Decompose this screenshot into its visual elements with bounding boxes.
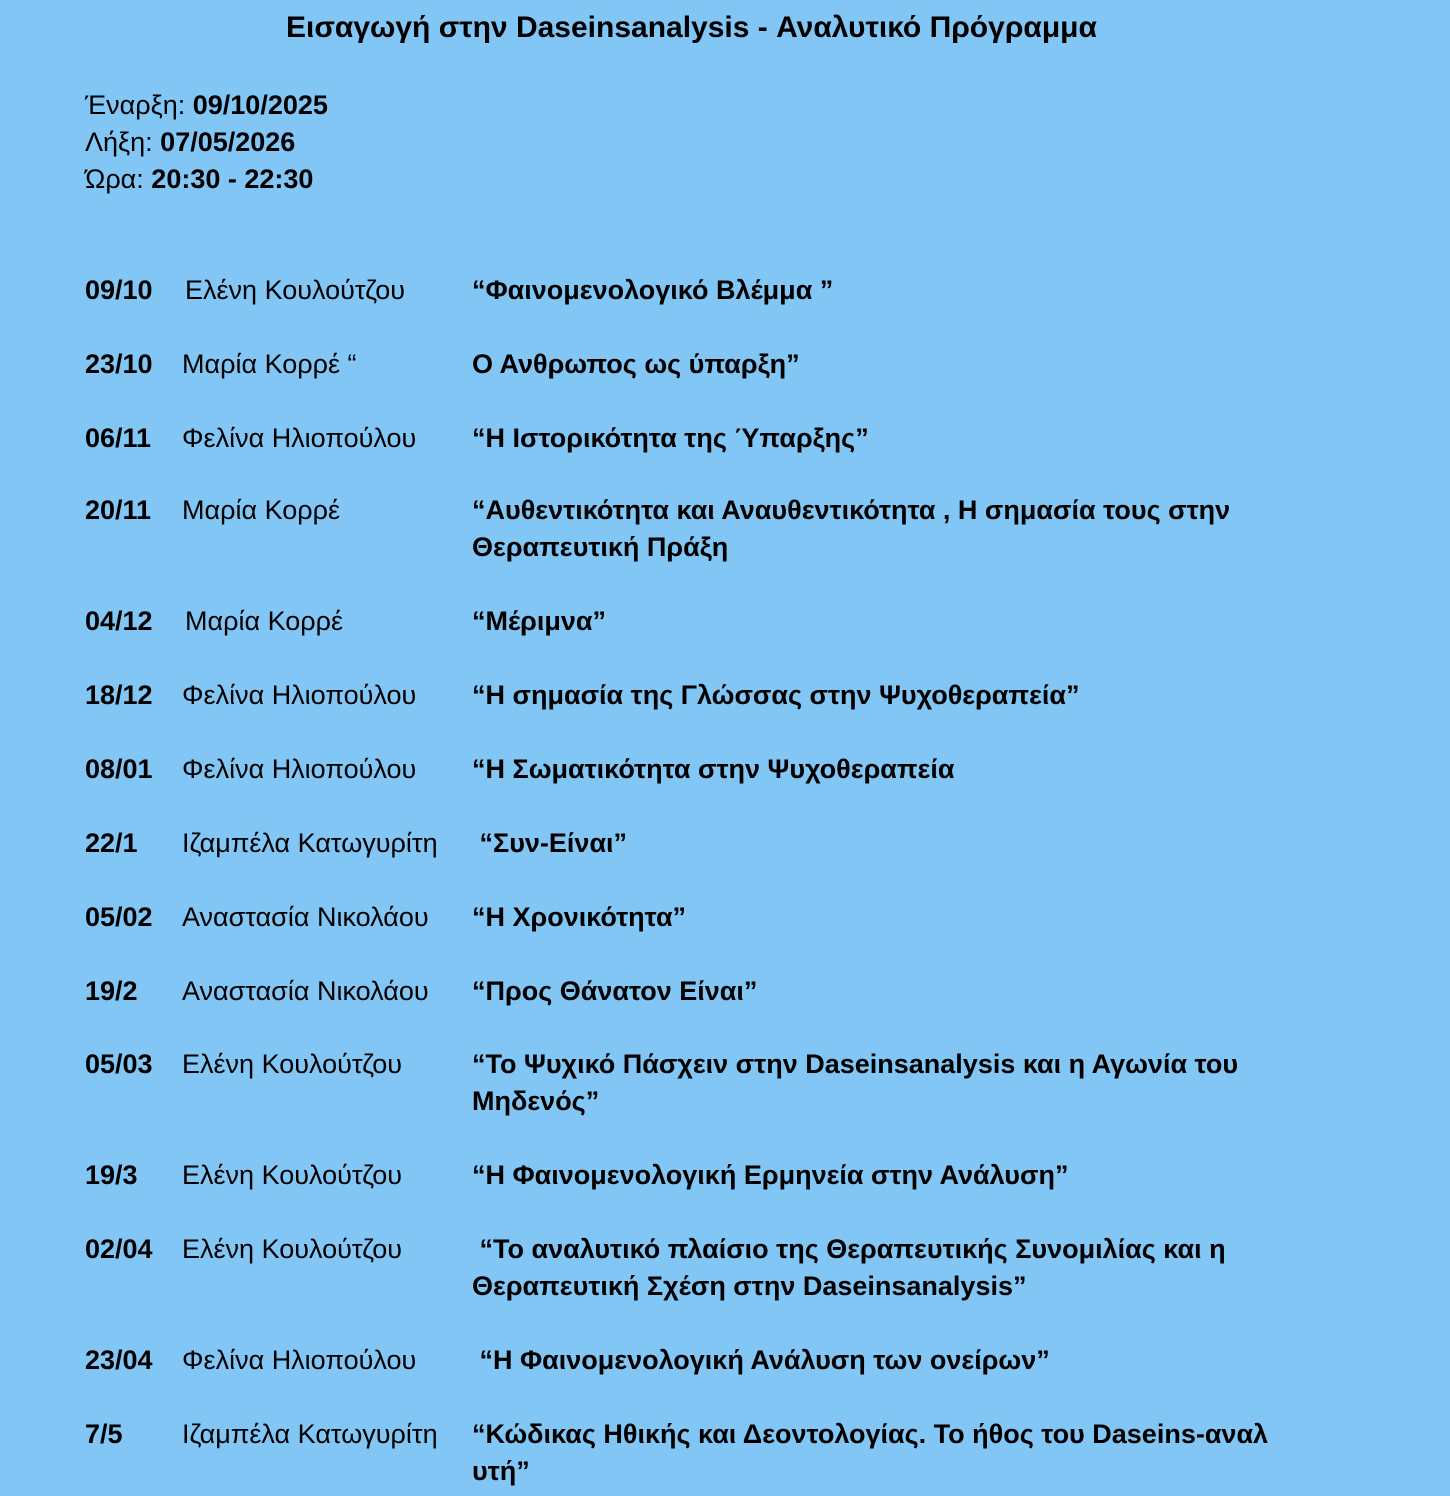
session-topic: “Η Χρονικότητα” <box>472 902 687 932</box>
session-topic: “Η σημασία της Γλώσσας στην Ψυχοθεραπεία” <box>472 680 1080 710</box>
session-speaker: Φελίνα Ηλιοπούλου <box>182 680 417 710</box>
document-title: Εισαγωγή στην Daseinsanalysis - Αναλυτικό Πρόγραμμα <box>286 11 1097 44</box>
session-speaker: Ελένη Κουλούτζου <box>182 1049 403 1079</box>
session-topic: “Η Φαινομενολογική Ερμηνεία στην Ανάλυση” <box>472 1160 1069 1190</box>
session-speaker: Αναστασία Νικολάου <box>182 976 429 1006</box>
session-date: 23/04 <box>85 1345 153 1375</box>
session-topic: “Μέριμνα” <box>472 606 607 636</box>
session-topic: “Αυθεντικότητα και Αναυθεντικότητα , Η σημασία τους στην Θεραπευτική Πράξη <box>472 495 1231 562</box>
session-date: 19/3 <box>85 1160 138 1190</box>
session-date: 05/02 <box>85 902 153 932</box>
session-date: 02/04 <box>85 1234 153 1264</box>
session-topic: “Το αναλυτικό πλαίσιο της Θεραπευτικής Συνομιλίας και η Θεραπευτική Σχέση στην Daseinsanalysis” <box>472 1234 1234 1301</box>
session-topic: “Η Φαινομενολογική Ανάλυση των ονείρων” <box>472 1345 1050 1375</box>
session-topic: “Κώδικας Ηθικής και Δεοντολογίας. Το ήθος του Daseins-αναλυτή” <box>472 1419 1269 1486</box>
session-speaker: Μαρία Κορρέ <box>185 606 344 636</box>
session-topic: “Φαινομενολογικό Βλέμμα ” <box>472 275 834 305</box>
session-date: 7/5 <box>85 1419 123 1449</box>
end-value: 07/05/2026 <box>160 127 296 157</box>
session-speaker: Φελίνα Ηλιοπούλου <box>182 1345 417 1375</box>
session-date: 18/12 <box>85 680 153 710</box>
start-value: 09/10/2025 <box>192 90 328 120</box>
session-date: 19/2 <box>85 976 138 1006</box>
time-label: Ώρα: <box>85 164 152 194</box>
session-date: 23/10 <box>85 349 153 379</box>
start-label: Έναρξη: <box>85 90 193 120</box>
end-label: Λήξη: <box>85 127 161 157</box>
session-speaker: Φελίνα Ηλιοπούλου <box>182 754 417 784</box>
time-value: 20:30 - 22:30 <box>151 164 314 194</box>
session-date: 22/1 <box>85 828 138 858</box>
session-topic: “Η Ιστορικότητα της Ύπαρξης” <box>472 423 869 453</box>
session-topic: “Προς Θάνατον Είναι” <box>472 976 758 1006</box>
session-topic: “Η Σωματικότητα στην Ψυχοθεραπεία <box>472 754 955 784</box>
session-speaker: Ιζαμπέλα Κατωγυρίτη <box>182 828 438 858</box>
session-speaker: Φελίνα Ηλιοπούλου <box>182 423 417 453</box>
session-topic: “Συν-Είναι” <box>472 828 628 858</box>
session-date: 04/12 <box>85 606 153 636</box>
session-speaker: Μαρία Κορρέ <box>182 495 341 525</box>
session-speaker: Ελένη Κουλούτζου <box>182 1160 403 1190</box>
session-date: 08/01 <box>85 754 153 784</box>
session-topic: Ο Ανθρωπος ως ύπαρξη” <box>472 349 800 379</box>
session-speaker: Ιζαμπέλα Κατωγυρίτη <box>182 1419 438 1449</box>
session-speaker: Ελένη Κουλούτζου <box>185 275 406 305</box>
session-date: 06/11 <box>85 423 152 453</box>
session-date: 05/03 <box>85 1049 153 1079</box>
session-speaker: Αναστασία Νικολάου <box>182 902 429 932</box>
session-topic: “Το Ψυχικό Πάσχειν στην Daseinsanalysis και η Αγωνία του Μηδενός” <box>472 1049 1239 1116</box>
session-date: 20/11 <box>85 495 152 525</box>
session-speaker: Ελένη Κουλούτζου <box>182 1234 403 1264</box>
session-date: 09/10 <box>85 275 153 305</box>
session-speaker: Μαρία Κορρέ “ <box>182 349 357 379</box>
